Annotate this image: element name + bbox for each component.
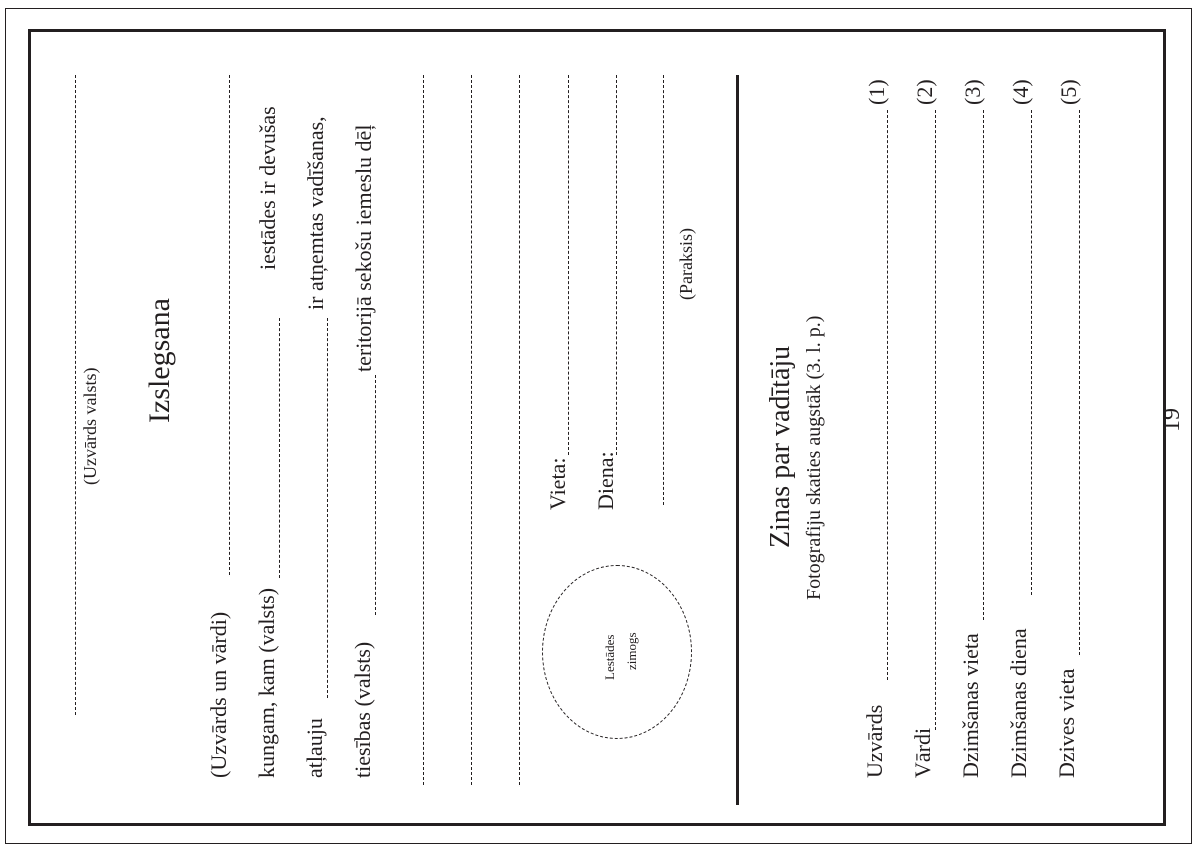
field-fill-line [887,110,888,680]
blank-line [423,75,424,785]
date-label: Diena: [593,451,618,510]
field-label-birthplace: Dzimšanas vieta [958,633,983,778]
field-num-5: (5) [1056,79,1081,105]
name-label: (Uzvārds un vārdi) [206,611,231,778]
kungam-fill-line [279,318,280,578]
rights-label: tiesības (valsts) [350,641,375,778]
date-fill-line [616,75,617,455]
field-num-4: (4) [1008,79,1033,105]
page-number: 19 [1159,408,1185,432]
field-num-1: (1) [864,79,889,105]
permit-fill-line [327,318,328,698]
name-fill-line [229,75,230,575]
country-line-label: (Uzvārds valsts) [80,367,100,485]
field-label-surname: Uzvārds [862,704,887,778]
signature-label: (Paraksis) [676,228,696,300]
field-num-2: (2) [912,79,937,105]
field-label-residence: Dzives vieta [1054,668,1079,778]
place-label: Vieta: [545,457,570,510]
field-fill-line [1031,110,1032,595]
section-divider [736,75,739,805]
revoked-suffix: ir atņemtas vadīšanas, [303,116,328,310]
driver-section-subtitle: Fotografiju skaties augstāk (3. l. p.) [803,315,825,600]
issued-suffix: iestādes ir devušas [255,106,280,270]
field-label-names: Vārdi [910,727,935,778]
field-label-birthdate: Dzimšanas diena [1006,628,1031,778]
field-num-3: (3) [960,79,985,105]
kungam-label: kungam, kam (valsts) [254,587,279,778]
field-fill-line [983,110,984,620]
rights-fill-line [375,375,376,615]
country-line [75,75,76,715]
stamp-label-1: Lestādes [602,634,617,680]
stamp-label-2: zimogs [624,632,639,670]
field-fill-line [935,110,936,730]
blank-line [519,75,520,785]
territory-suffix: teritorijā sekošu iemeslu dēļ [351,124,376,372]
form-title: Izslegsana [143,298,176,423]
blank-line [471,75,472,785]
place-fill-line [568,75,569,455]
driver-section-title: Zinas par vadītāju [765,345,796,548]
signature-line [663,75,664,505]
field-fill-line [1079,110,1080,655]
permit-label: atļauju [302,718,327,778]
